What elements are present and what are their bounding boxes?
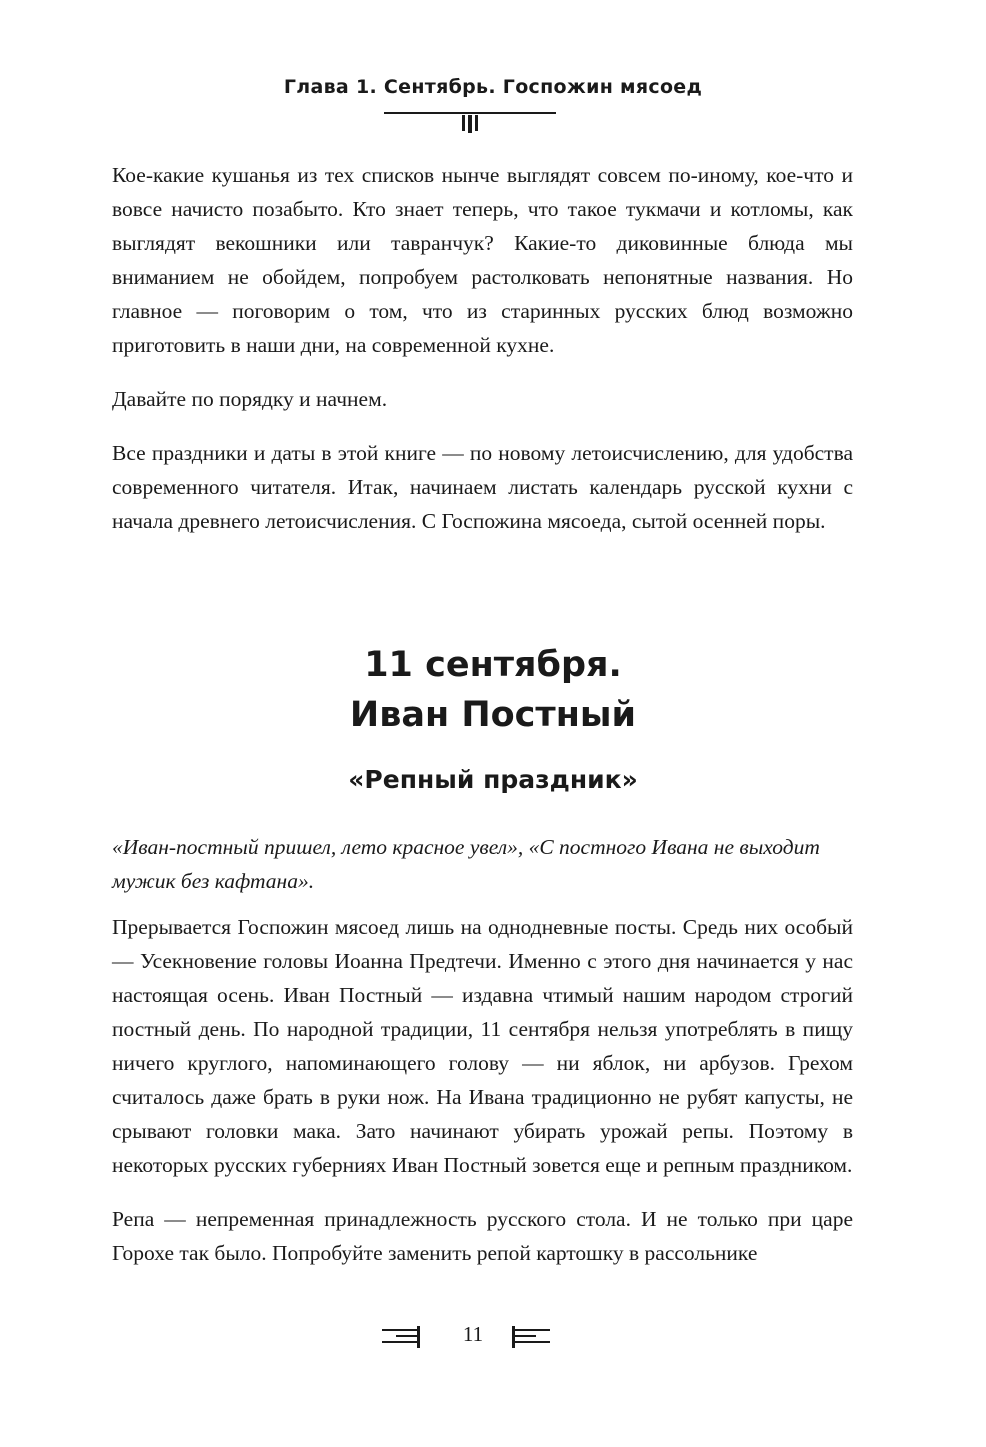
section-title xyxy=(0,640,986,740)
section-paragraph-1: Прерывается Госпожин мясоед лишь на однодневные посты. Средь них особый — Усекновение головы Иоанна Предтечи. Именно с этого дня начинается у нас настоящая осень. Иван Постный — издавна чтимый нашим народом строгий постный день. По народной традиции, 11 сентября нельзя употреблять в пищу ничего круглого, напоминающего голову — ни яблок, ни арбузов. Грехом считалось даже брать в руки нож. На Ивана традиционно не рубят капусты, не срывают головки мака. Зато начинают убирать урожай репы. Поэтому в некоторых русских губерниях Иван Постный зовется еще и репным праздником. xyxy=(112,915,853,1177)
epigraph: «Иван-постный пришел, лето красное увел», «С постного Ивана не выходит мужик без кафтана». xyxy=(112,835,820,893)
header-ornament-icon xyxy=(384,110,556,134)
section-subtitle: «Репный праздник» xyxy=(348,765,638,794)
running-header: Глава 1. Сентябрь. Госпожин мясоед xyxy=(283,76,703,98)
intro-paragraph-2: Давайте по порядку и начнем. xyxy=(112,387,388,411)
section-title-line-1: 11 сентября. xyxy=(364,645,622,685)
page-number: 11 xyxy=(462,1322,484,1346)
intro-text xyxy=(112,158,853,558)
section-text xyxy=(112,910,853,1290)
section-title-line-2: Иван Постный xyxy=(349,695,637,735)
intro-paragraph-1: Кое-какие кушанья из тех списков нынче выглядят совсем по-иному, кое-что и вовсе начисто позабыто. Кто знает теперь, что такое тукмачи и котломы, как выглядят векошники или тавранчук? Какие-то диковинные блюда мы вниманием не обойдем, попробуем растолковать непонятные названия. Но главное — поговорим о том, что из старинных русских блюд возможно приготовить в наши дни, на современной кухне. xyxy=(112,163,853,357)
intro-paragraph-3: Все праздники и даты в этой книге — по новому летоисчислению, для удобства современного читателя. Итак, начинаем листать календарь русской кухни с начала древнего летоисчисления. С Госпожина мясоеда, сытой осенней поры. xyxy=(112,441,853,533)
section-paragraph-2: Репа — непременная принадлежность русского стола. И не только при царе Горохе так было. Попробуйте заменить репой картошку в рассольнике xyxy=(112,1207,853,1265)
